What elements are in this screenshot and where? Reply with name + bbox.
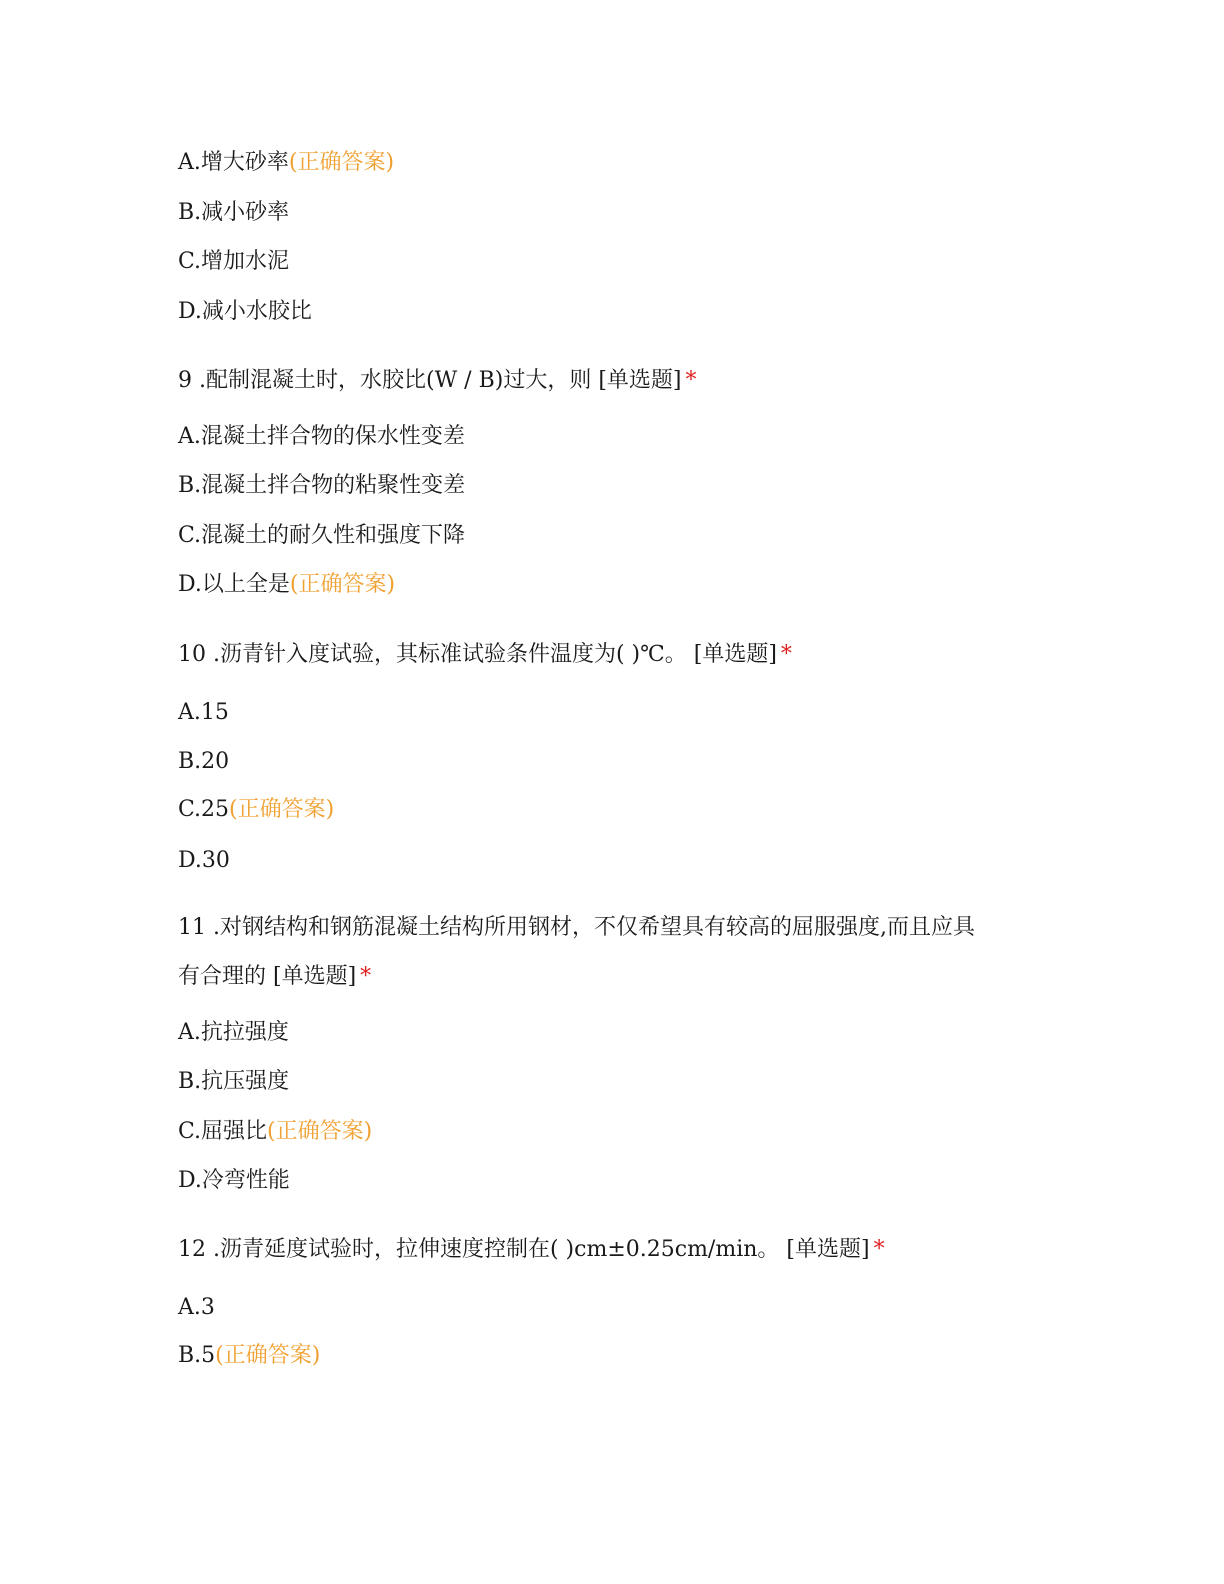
- q10-option-a[interactable]: A.15: [178, 700, 229, 725]
- q11-title-line1: 11 .对钢结构和钢筋混凝土结构所用钢材，不仅希望具有较高的屈服强度,而且应具: [178, 915, 975, 940]
- correct-answer-tag: (正确答案): [215, 1343, 321, 1368]
- correct-answer-tag: (正确答案): [267, 1119, 373, 1144]
- q9-option-b[interactable]: B.混凝土拌合物的粘聚性变差: [178, 473, 466, 498]
- q9-option-c[interactable]: C.混凝土的耐久性和强度下降: [178, 523, 466, 548]
- required-star: *: [780, 642, 792, 667]
- required-star: *: [873, 1237, 885, 1262]
- q9-option-a[interactable]: A.混凝土拌合物的保水性变差: [178, 424, 465, 449]
- correct-answer-tag: (正确答案): [288, 150, 395, 175]
- q8-option-b[interactable]: B.减小砂率: [178, 200, 290, 225]
- correct-answer-tag: (正确答案): [229, 797, 335, 822]
- q8-option-d[interactable]: D.减小水胶比: [178, 299, 312, 324]
- q10-title: 10 .沥青针入度试验，其标准试验条件温度为( )℃。 [单选题] *: [178, 642, 792, 667]
- q11-title-line2: 有合理的 [单选题] *: [178, 964, 372, 989]
- q10-option-b[interactable]: B.20: [178, 749, 230, 774]
- required-star: *: [685, 368, 697, 393]
- q11-option-c[interactable]: C.屈强比(正确答案): [178, 1119, 373, 1144]
- q10-option-c[interactable]: C.25(正确答案): [178, 797, 335, 822]
- q9-title: 9 .配制混凝土时，水胶比(W / B)过大，则 [单选题] *: [178, 368, 697, 393]
- required-star: *: [360, 964, 372, 989]
- q12-title: 12 .沥青延度试验时，拉伸速度控制在( )cm±0.25cm/min。 [单选题] *: [178, 1237, 885, 1262]
- q12-option-a[interactable]: A.3: [178, 1295, 215, 1320]
- q9-option-d[interactable]: D.以上全是(正确答案): [178, 572, 396, 597]
- q11-option-d[interactable]: D.冷弯性能: [178, 1168, 290, 1193]
- q11-option-a[interactable]: A.抗拉强度: [178, 1020, 289, 1045]
- q8-option-c[interactable]: C.增加水泥: [178, 249, 290, 274]
- correct-answer-tag: (正确答案): [289, 572, 396, 597]
- q12-option-b[interactable]: B.5(正确答案): [178, 1343, 321, 1368]
- q10-option-d[interactable]: D.30: [178, 848, 230, 873]
- q8-option-a[interactable]: A.增大砂率(正确答案): [178, 150, 395, 175]
- q11-option-b[interactable]: B.抗压强度: [178, 1069, 290, 1094]
